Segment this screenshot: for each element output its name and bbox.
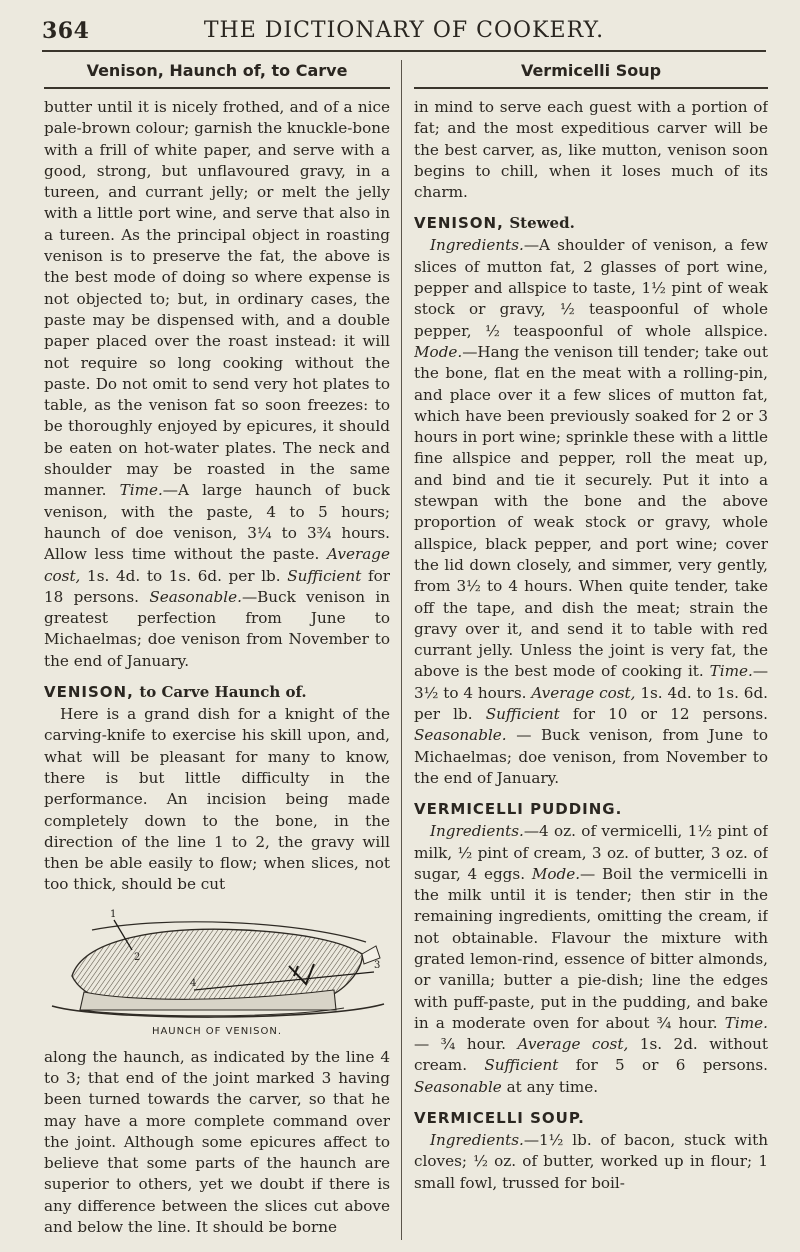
left-column-heading: Venison, Haunch of, to Carve [44,58,390,89]
cost-label: Average cost, [531,683,636,702]
time-text: — ¾ hour. [414,1035,506,1054]
ingredients-label: Ingredients. [430,1131,524,1150]
ingredients-text: —4 oz. of vermicelli, 1½ pint of milk, ½ pint of cream, 3 oz. of butter, 3 oz. of sugar, 4 eggs. [414,822,768,883]
sufficient-label: Sufficient [484,1056,559,1075]
sufficient-text: for 10 or 12 persons. [559,705,768,724]
cost-text: 1s. 2d. without cream. [414,1035,768,1075]
ingredients-label: Ingredients. [430,236,524,255]
time-label: Time. [119,481,163,500]
time-text: — 3½ to 4 hours. [414,662,768,702]
haunch-of-venison-illustration [44,906,390,1024]
time-text: —A large haunch of buck venison, with the paste, 4 to 5 hours; haunch of doe venison, 3¼ to 3¾ hours. Allow less time without the paste. [44,481,390,564]
seasonable-label: Seasonable. [149,587,242,606]
cost-text: 1s. 4d. to 1s. 6d. per lb. [80,566,281,585]
entry-title: VENISON, [414,214,504,233]
time-label: Time. [724,1013,768,1032]
right-column [414,58,768,1252]
ingredients-label: Ingredients. [430,822,524,841]
pudding-recipe-text [414,821,768,1098]
soup-entry-heading [414,1109,768,1127]
venison-roast-continuation [44,97,390,672]
ingredients-text: —A shoulder of venison, a few slices of mutton fat, 2 glasses of port wine, pepper and allspice to taste, 1½ pint of weak stock or gravy, ½ teaspoonful of whole pepper, ½ teaspoonful of whole allspice. [414,236,768,340]
seasonable-text: —Buck venison in greatest perfection from June to Michaelmas; doe venison from November to the end of January. [44,587,390,670]
left-column [44,58,390,1252]
entry-subtitle: Stewed. [509,214,575,233]
running-title: THE DICTIONARY OF COOKERY. [203,18,605,43]
haunch-illustration-figure [44,906,390,1037]
sufficient-label: Sufficient [485,705,560,724]
entry-title: VERMICELLI SOUP. [414,1109,585,1128]
seasonable-label: Seasonable. [414,726,507,745]
figure-label-3: 3 [374,959,381,971]
figure-caption: HAUNCH OF VENISON. [151,1025,283,1037]
time-label: Time. [709,662,753,681]
page-header [42,16,766,52]
page-number: 364 [42,18,90,44]
seasonable-label: Seasonable [414,1077,502,1096]
carve-continuation: in mind to serve each guest with a portion of fat; and the most expeditious carver will be the best carver, as, like mutton, venison soon begins to chill, when it loses much of its charm. [414,98,768,202]
seasonable-text: at any time. [501,1077,599,1096]
mode-label: Mode. [531,864,581,883]
entry-title: VERMICELLI PUDDING. [414,800,623,819]
figure-label-4: 4 [190,977,197,989]
sufficient-text: for 5 or 6 persons. [558,1056,768,1075]
pudding-entry-heading [414,800,768,818]
stewed-entry-heading [414,214,768,232]
ingredients-text: —1½ lb. of bacon, stuck with cloves; ½ oz. of butter, worked up in flour; 1 small fowl, trussed for boil- [414,1131,768,1192]
carve-entry-heading [44,683,390,701]
carve-paragraph-1: Here is a grand dish for a knight of the carving-knife to exercise his skill upon, and, what will be pleasant for many to know, there is but little difficulty in the performance. An incision being made completely down to the bone, in the direction of the line 1 to 2, the gravy will then be able easily to flow; when slices, not too thick, should be cut [44,705,390,894]
sufficient-text: for 18 persons. [44,566,390,606]
cost-text: 1s. 4d. to 1s. 6d. per lb. [414,683,768,724]
seasonable-text: — Buck venison, from June to Michaelmas; doe venison, from November to the end of January. [414,726,768,787]
cost-label: Average cost, [517,1035,629,1054]
intro-text: butter until it is nicely frothed, and of a nice pale-brown colour; garnish the knuckle-bone with a frill of white paper, and serve with a good, strong, but unflavoured gravy, in a tureen, and currant jelly; or melt the jelly with a little port wine, and serve that also in a tureen. As the principal object in roasting venison is to preserve the fat, the above is the best mode of doing so where expense is not objected to; but, in ordinary cases, the paste may be dispensed with, and a double paper placed over the roast instead: it will not require so long cooking without the paste. Do not omit to send very hot plates to table, as the venison fat so soon freezes: to be thoroughly enjoyed by epicures, it should be eaten on hot-water plates. The neck and shoulder may be roasted in the same manner. [44,98,390,500]
figure-label-1: 1 [110,908,117,920]
sufficient-label: Sufficient [287,566,362,585]
entry-title: VENISON, [44,683,134,702]
mode-text: — Boil the vermicelli in the milk until it is tender; then stir in the remaining ingredients, omitting the cream, if not obtainable. Flavour the mixture with grated lemon-rind, essence of bitter almonds, or vanilla; butter a pie-dish; line the edges with puff-paste, put in the pudding, and bake in a moderate oven for about ¾ hour. [414,864,768,1032]
stewed-recipe-text [414,235,768,789]
cost-label: Average cost, [44,545,390,585]
figure-label-2: 2 [134,951,141,963]
mode-text: —Hang the venison till tender; take out the bone, flat en the meat with a rolling-pin, and place over it a few slices of mutton fat, which have been previously soaked for 2 or 3 hours in port wine; sprinkle these with a little fine allspice and pepper, roll the meat up, and bind and tie it securely. Put it into a stewpan with the bone and the above proportion of weak stock or gravy, whole allspice, black pepper, and port wine; cover the lid down closely, and simmer, very gently, from 3½ to 4 hours. When quite tender, take off the tape, and dish the meat; strain the gravy over it, and send it to table with red currant jelly. Unless the joint is very fat, the above is the best mode of cooking it. [414,342,768,681]
soup-recipe-text [414,1130,768,1194]
carve-paragraph-2: along the haunch, as indicated by the line 4 to 3; that end of the joint marked 3 having been turned towards the carver, so that he may have a more complete command over the joint. Although some epicures affect to believe that some parts of the haunch are superior to others, yet we doubt if there is any difference between the slices cut above and below the line. It should be borne [44,1047,390,1237]
entry-subtitle: to Carve Haunch of. [139,683,307,702]
column-divider [401,60,402,1240]
right-column-heading: Vermicelli Soup [414,58,768,89]
mode-label: Mode. [414,342,463,361]
